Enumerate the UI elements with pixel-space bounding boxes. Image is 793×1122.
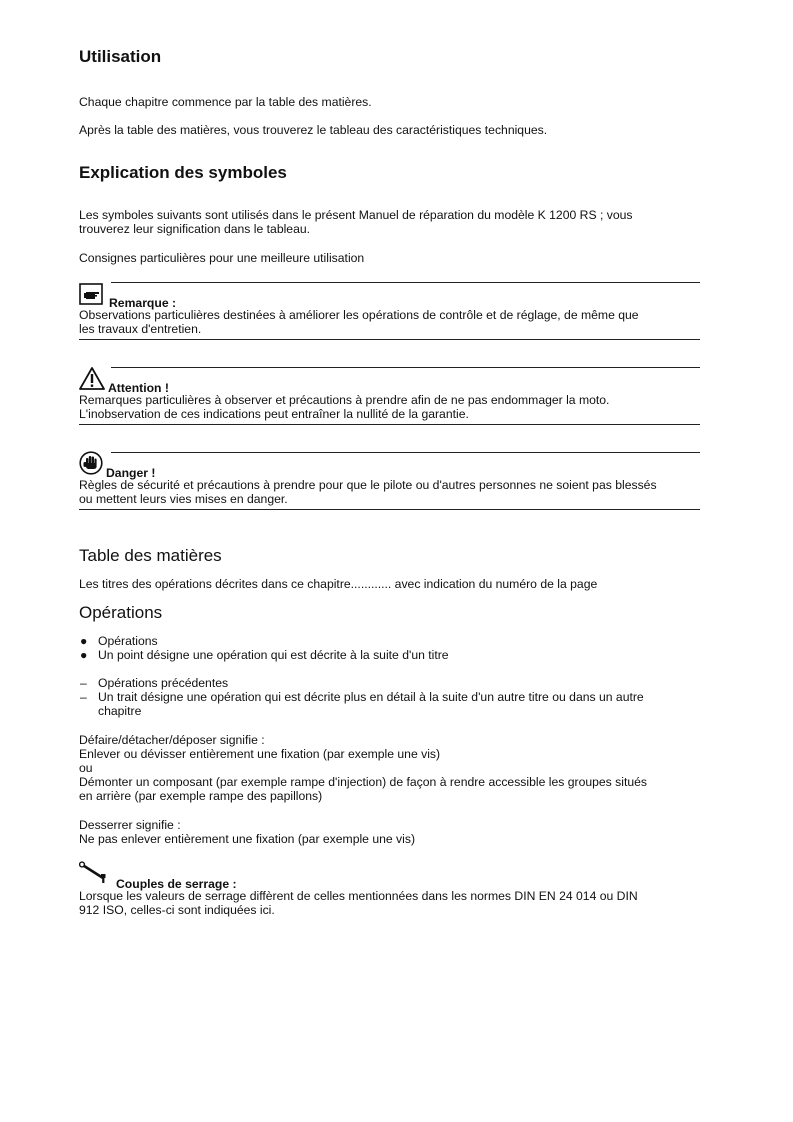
text-line: L'inobservation de ces indications peut entraîner la nullité de la garantie. xyxy=(79,407,469,421)
heading-utilisation: Utilisation xyxy=(79,47,162,66)
text-line: Lorsque les valeurs de serrage diffèrent de celles mentionnées dans les normes DIN EN 24 014 ou DIN xyxy=(79,889,638,903)
heading-explication-symboles: Explication des symboles xyxy=(79,163,287,182)
dash-icon: – xyxy=(80,676,87,690)
list-item-text: Opérations xyxy=(98,634,158,648)
text-line: 912 ISO, celles-ci sont indiquées ici. xyxy=(79,903,275,917)
paragraph-defaire xyxy=(79,733,701,803)
paragraph: Consignes particulières pour une meilleure utilisation xyxy=(79,251,365,265)
text-line: ou xyxy=(79,761,93,775)
dash-icon: – xyxy=(80,690,87,704)
text-line: Défaire/détacher/déposer signifie : xyxy=(79,733,265,747)
text-line: ou mettent leurs vies mises en danger. xyxy=(79,492,288,506)
danger-box xyxy=(79,451,701,506)
hand-pointing-icon xyxy=(79,283,103,308)
bullet-icon: ● xyxy=(80,634,88,648)
dash-list xyxy=(79,676,701,718)
list-item xyxy=(79,634,701,648)
list-item-continuation xyxy=(79,704,701,718)
remarque-box xyxy=(79,283,701,336)
text-line: Remarques particulières à observer et précautions à prendre afin de ne pas endommager la moto. xyxy=(79,393,610,407)
divider xyxy=(79,424,700,425)
text-line: Observations particulières destinées à améliorer les opérations de contrôle et de réglage, de même que xyxy=(79,308,639,322)
text-line: les travaux d'entretien. xyxy=(79,322,202,336)
list-item-text: chapitre xyxy=(98,704,142,718)
list-item xyxy=(79,690,701,704)
text-line: en arrière (par exemple rampe des papillons) xyxy=(79,789,323,803)
paragraph xyxy=(79,208,701,236)
paragraph: Les titres des opérations décrites dans ce chapitre............ avec indication du numéro de la page xyxy=(79,577,598,591)
bullet-icon: ● xyxy=(80,648,88,662)
paragraph: Après la table des matières, vous trouverez le tableau des caractéristiques techniques. xyxy=(79,123,548,137)
list-item-text: Un point désigne une opération qui est décrite à la suite d'un titre xyxy=(98,648,449,662)
divider xyxy=(79,509,700,510)
text-line: Les symboles suivants sont utilisés dans le présent Manuel de réparation du modèle K 1200 RS ; vous xyxy=(79,208,633,222)
remarque-label: Remarque : xyxy=(109,296,177,310)
heading-table-des-matieres: Table des matières xyxy=(79,546,222,565)
danger-label: Danger ! xyxy=(106,466,156,480)
list-item xyxy=(79,648,701,662)
attention-label: Attention ! xyxy=(108,381,169,395)
paragraph-desserrer xyxy=(79,818,701,846)
heading-operations: Opérations xyxy=(79,603,163,622)
couples-block xyxy=(79,860,701,917)
paragraph: Chaque chapitre commence par la table des matières. xyxy=(79,95,372,109)
list-item-text: Un trait désigne une opération qui est décrite plus en détail à la suite d'un autre titre ou dans un autre xyxy=(98,690,644,704)
text-line: Desserrer signifie : xyxy=(79,818,181,832)
text-line: Ne pas enlever entièrement une fixation (par exemple une vis) xyxy=(79,832,416,846)
divider xyxy=(79,339,700,340)
torque-wrench-icon xyxy=(79,860,111,889)
text-line: trouverez leur signification dans le tableau. xyxy=(79,222,311,236)
text-line: Enlever ou dévisser entièrement une fixation (par exemple une vis) xyxy=(79,747,441,761)
list-item-text: Opérations précédentes xyxy=(98,676,229,690)
warning-triangle-icon xyxy=(79,366,105,393)
text-line: Règles de sécurité et précautions à prendre pour que le pilote ou d'autres personnes ne soient pas blessés xyxy=(79,478,657,492)
stop-hand-icon xyxy=(79,451,103,478)
bullet-list xyxy=(79,634,701,662)
attention-box xyxy=(79,366,701,421)
couples-label: Couples de serrage : xyxy=(116,877,237,891)
list-item xyxy=(79,676,701,690)
text-line: Démonter un composant (par exemple rampe d'injection) de façon à rendre accessible les groupes situés xyxy=(79,775,647,789)
